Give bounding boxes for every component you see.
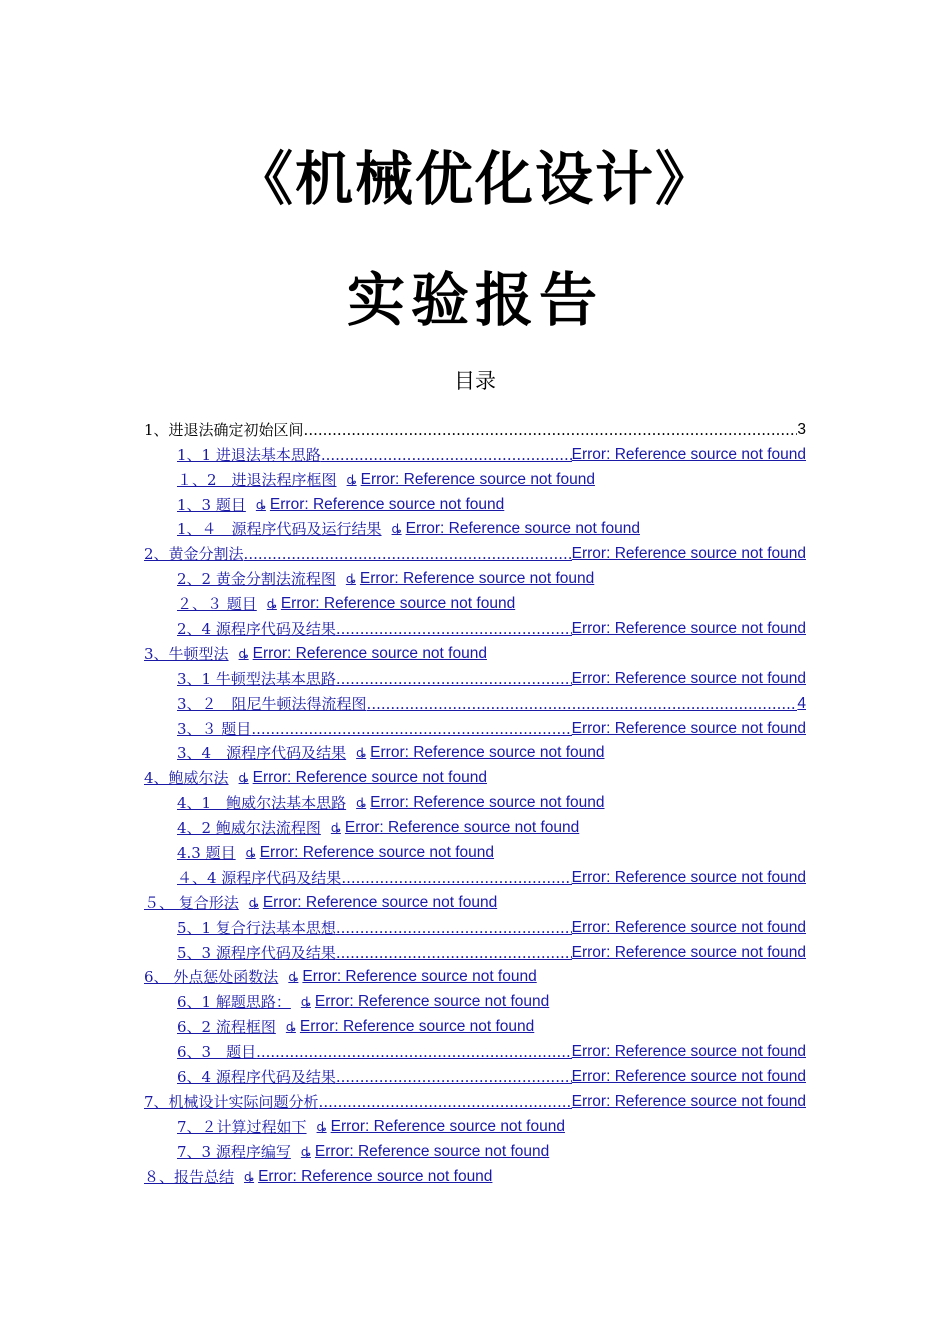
toc-entry[interactable] bbox=[144, 664, 806, 689]
toc-entry-title: 2、2 黄金分割法流程图 bbox=[177, 570, 336, 589]
toc-dot-leader bbox=[304, 420, 798, 440]
table-of-contents bbox=[144, 415, 806, 1187]
toc-entry-title: 3、1 牛顿型法基本思路 bbox=[177, 669, 336, 688]
toc-entry-page: Error: Reference source not found bbox=[314, 993, 550, 1011]
toc-entry-title: 4、鲍威尔法 bbox=[144, 769, 229, 788]
toc-entry[interactable] bbox=[144, 838, 806, 863]
toc-tab-mark: ȡ bbox=[300, 1144, 311, 1159]
toc-entry-page: Error: Reference source not found bbox=[359, 570, 595, 588]
toc-entry-page: Error: Reference source not found bbox=[262, 893, 498, 911]
toc-tab-mark: ȡ bbox=[356, 746, 367, 761]
toc-tab-mark: ȡ bbox=[288, 970, 299, 985]
toc-entry[interactable] bbox=[144, 813, 806, 838]
toc-entry-title: １、2 进退法程序框图 bbox=[177, 470, 337, 489]
toc-entry-page: Error: Reference source not found bbox=[302, 968, 537, 986]
toc-entry-title: 1、４ 源程序代码及运行结果 bbox=[177, 520, 382, 539]
toc-tab-mark: ȡ bbox=[266, 597, 277, 612]
toc-entry-page: 4 bbox=[797, 694, 806, 712]
toc-entry-title: 3、4 源程序代码及结果 bbox=[177, 744, 347, 763]
toc-tab-mark: ȡ bbox=[300, 995, 311, 1010]
toc-entry[interactable] bbox=[144, 589, 806, 614]
toc-dot-leader bbox=[336, 918, 572, 938]
toc-tab-mark: ȡ bbox=[244, 1169, 255, 1184]
toc-entry[interactable] bbox=[144, 639, 806, 664]
toc-entry-page: Error: Reference source not found bbox=[571, 1092, 806, 1110]
toc-entry[interactable] bbox=[144, 1062, 806, 1087]
toc-entry-title: 4、2 鲍威尔法流程图 bbox=[177, 819, 321, 838]
toc-entry-title: 3、３ 题目 bbox=[177, 719, 252, 738]
toc-entry[interactable] bbox=[144, 515, 806, 540]
toc-entry-title: 3、牛顿型法 bbox=[144, 644, 229, 663]
report-subtitle: 实验报告 bbox=[346, 266, 603, 334]
toc-entry-page: Error: Reference source not found bbox=[344, 819, 580, 837]
toc-entry-page: 3 bbox=[797, 420, 806, 438]
toc-entry-page: Error: Reference source not found bbox=[299, 1018, 535, 1036]
toc-entry-page: Error: Reference source not found bbox=[571, 445, 806, 463]
toc-entry[interactable] bbox=[144, 763, 806, 788]
toc-entry-page: Error: Reference source not found bbox=[370, 744, 605, 762]
toc-dot-leader bbox=[341, 868, 571, 888]
toc-entry[interactable] bbox=[144, 1137, 806, 1162]
toc-dot-leader bbox=[256, 1042, 572, 1062]
toc-entry-page: Error: Reference source not found bbox=[360, 470, 595, 488]
toc-entry-page: Error: Reference source not found bbox=[571, 1068, 806, 1086]
toc-entry[interactable] bbox=[144, 863, 806, 888]
toc-dot-leader bbox=[336, 1067, 572, 1087]
toc-tab-mark: ȡ bbox=[248, 895, 259, 910]
toc-entry[interactable] bbox=[144, 739, 806, 764]
toc-dot-leader bbox=[319, 1092, 572, 1112]
toc-entry-page: Error: Reference source not found bbox=[269, 495, 505, 513]
toc-tab-mark: ȡ bbox=[238, 646, 249, 661]
toc-entry bbox=[144, 415, 806, 440]
toc-entry-page: Error: Reference source not found bbox=[252, 769, 487, 787]
toc-entry[interactable] bbox=[144, 689, 806, 714]
toc-entry-page: Error: Reference source not found bbox=[405, 520, 640, 538]
toc-tab-mark: ȡ bbox=[345, 572, 356, 587]
toc-entry[interactable] bbox=[144, 465, 806, 490]
toc-entry-title: 7、3 源程序编写 bbox=[177, 1142, 291, 1161]
toc-entry-title: 6、1 解题思路： bbox=[177, 993, 291, 1012]
toc-entry-title: 6、2 流程框图 bbox=[177, 1018, 276, 1037]
toc-heading: 目录 bbox=[454, 369, 496, 393]
toc-entry-page: Error: Reference source not found bbox=[280, 595, 516, 613]
toc-entry[interactable] bbox=[144, 490, 806, 515]
toc-entry[interactable] bbox=[144, 888, 806, 913]
toc-entry-title: 6、4 源程序代码及结果 bbox=[177, 1068, 336, 1087]
toc-entry-page: Error: Reference source not found bbox=[370, 794, 605, 812]
toc-entry-title: 1、进退法确定初始区间 bbox=[144, 420, 304, 439]
toc-tab-mark: ȡ bbox=[255, 497, 266, 512]
toc-entry-title: 2、黄金分割法 bbox=[144, 545, 244, 564]
toc-tab-mark: ȡ bbox=[346, 472, 357, 487]
report-title: 《机械优化设计》 bbox=[234, 145, 715, 213]
toc-entry[interactable] bbox=[144, 440, 806, 465]
toc-entry-page: Error: Reference source not found bbox=[571, 620, 806, 638]
toc-entry-page: Error: Reference source not found bbox=[571, 868, 806, 886]
toc-entry[interactable] bbox=[144, 987, 806, 1012]
toc-entry[interactable] bbox=[144, 1162, 806, 1187]
toc-entry-page: Error: Reference source not found bbox=[571, 719, 806, 737]
toc-entry-page: Error: Reference source not found bbox=[571, 1043, 806, 1061]
toc-entry-title: 5、1 复合行法基本思想 bbox=[177, 918, 336, 937]
toc-entry[interactable] bbox=[144, 938, 806, 963]
toc-entry-title: 7、机械设计实际问题分析 bbox=[144, 1092, 319, 1111]
toc-tab-mark: ȡ bbox=[285, 1020, 296, 1035]
toc-entry-page: Error: Reference source not found bbox=[252, 644, 487, 662]
toc-entry-title: 6、3 题目 bbox=[177, 1043, 257, 1062]
toc-entry[interactable] bbox=[144, 714, 806, 739]
toc-entry-title: 4、1 鲍威尔法基本思路 bbox=[177, 794, 347, 813]
toc-dot-leader bbox=[336, 943, 572, 963]
toc-entry-title: 4.3 题目 bbox=[177, 844, 236, 863]
toc-entry-title: 3、２ 阻尼牛顿法得流程图 bbox=[177, 694, 367, 713]
toc-entry-title: ８、报告总结 bbox=[144, 1167, 235, 1186]
toc-tab-mark: ȡ bbox=[316, 1119, 327, 1134]
toc-dot-leader bbox=[321, 445, 572, 465]
toc-entry-title: ２、３ 题目 bbox=[177, 595, 257, 614]
toc-entry[interactable] bbox=[144, 614, 806, 639]
toc-dot-leader bbox=[367, 694, 798, 714]
toc-entry[interactable] bbox=[144, 1037, 806, 1062]
toc-entry[interactable] bbox=[144, 788, 806, 813]
toc-dot-leader bbox=[336, 669, 572, 689]
toc-entry[interactable] bbox=[144, 564, 806, 589]
toc-tab-mark: ȡ bbox=[391, 522, 402, 537]
toc-entry-page: Error: Reference source not found bbox=[571, 918, 806, 936]
toc-tab-mark: ȡ bbox=[238, 771, 249, 786]
toc-entry-page: Error: Reference source not found bbox=[259, 844, 495, 862]
toc-entry-title: 1、3 题目 bbox=[177, 495, 246, 514]
toc-entry-title: 7、２计算过程如下 bbox=[177, 1117, 307, 1136]
toc-entry-title: ４、4 源程序代码及结果 bbox=[177, 868, 342, 887]
toc-dot-leader bbox=[251, 719, 571, 739]
toc-entry-title: 6、 外点惩处函数法 bbox=[144, 968, 279, 987]
toc-entry-page: Error: Reference source not found bbox=[571, 943, 806, 961]
toc-dot-leader bbox=[336, 619, 572, 639]
toc-tab-mark: ȡ bbox=[330, 821, 341, 836]
toc-dot-leader bbox=[244, 544, 572, 564]
toc-entry-title: 1、1 进退法基本思路 bbox=[177, 445, 321, 464]
toc-entry-page: Error: Reference source not found bbox=[571, 545, 806, 563]
toc-entry-title: 2、4 源程序代码及结果 bbox=[177, 620, 336, 639]
toc-entry[interactable] bbox=[144, 1012, 806, 1037]
toc-entry[interactable] bbox=[144, 963, 806, 988]
toc-entry-title: 5、3 源程序代码及结果 bbox=[177, 943, 336, 962]
toc-entry[interactable] bbox=[144, 1087, 806, 1112]
toc-entry-page: Error: Reference source not found bbox=[571, 669, 806, 687]
toc-tab-mark: ȡ bbox=[245, 846, 256, 861]
toc-entry[interactable] bbox=[144, 539, 806, 564]
toc-entry-title: ５、 复合形法 bbox=[144, 893, 239, 912]
toc-entry[interactable] bbox=[144, 913, 806, 938]
toc-tab-mark: ȡ bbox=[356, 796, 367, 811]
toc-entry-page: Error: Reference source not found bbox=[314, 1142, 550, 1160]
toc-entry-page: Error: Reference source not found bbox=[330, 1117, 565, 1135]
toc-entry-page: Error: Reference source not found bbox=[258, 1167, 493, 1185]
toc-entry[interactable] bbox=[144, 1112, 806, 1137]
